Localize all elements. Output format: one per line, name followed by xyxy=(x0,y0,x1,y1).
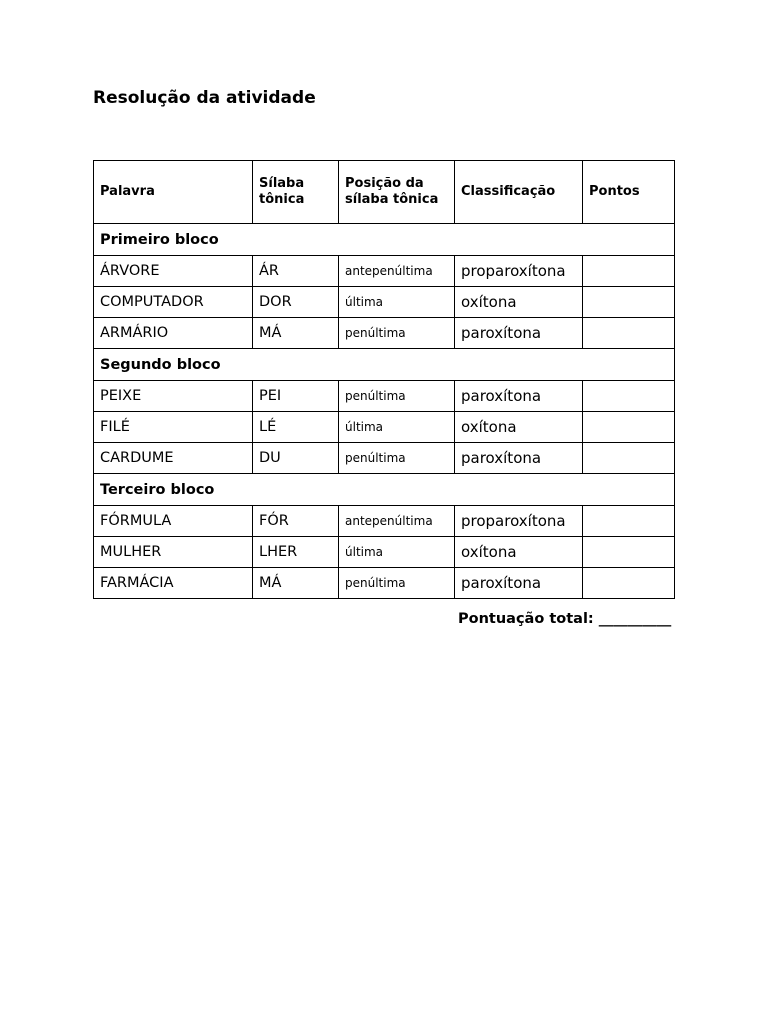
position-cell: penúltima xyxy=(339,568,455,599)
word-cell: ÁRVORE xyxy=(94,256,253,287)
total-score-label: Pontuação total: __________ xyxy=(458,611,672,627)
word-cell: PEIXE xyxy=(94,381,253,412)
points-cell xyxy=(583,256,675,287)
table-row xyxy=(94,256,675,287)
section-row xyxy=(94,474,675,506)
position-cell: penúltima xyxy=(339,318,455,349)
word-cell: FILÉ xyxy=(94,412,253,443)
word-cell: FÓRMULA xyxy=(94,506,253,537)
header-pontos: Pontos xyxy=(583,161,675,224)
header-silaba-tonica: Sílaba tônica xyxy=(253,161,339,224)
syllable-cell: MÁ xyxy=(253,318,339,349)
syllable-cell: LHER xyxy=(253,537,339,568)
table-body xyxy=(94,224,675,599)
points-cell xyxy=(583,287,675,318)
points-cell xyxy=(583,506,675,537)
word-cell: FARMÁCIA xyxy=(94,568,253,599)
table-row xyxy=(94,506,675,537)
points-cell xyxy=(583,568,675,599)
table-row xyxy=(94,381,675,412)
header-classificacao: Classificação xyxy=(455,161,583,224)
classification-cell: proparoxítona xyxy=(455,506,583,537)
syllable-cell: DU xyxy=(253,443,339,474)
syllable-cell: LÉ xyxy=(253,412,339,443)
points-cell xyxy=(583,318,675,349)
word-cell: COMPUTADOR xyxy=(94,287,253,318)
points-cell xyxy=(583,537,675,568)
classification-cell: proparoxítona xyxy=(455,256,583,287)
syllable-cell: PEI xyxy=(253,381,339,412)
points-cell xyxy=(583,443,675,474)
word-cell: ARMÁRIO xyxy=(94,318,253,349)
activity-table xyxy=(93,160,675,599)
classification-cell: oxítona xyxy=(455,537,583,568)
classification-cell: paroxítona xyxy=(455,568,583,599)
table-row xyxy=(94,287,675,318)
header-palavra: Palavra xyxy=(94,161,253,224)
position-cell: última xyxy=(339,537,455,568)
points-cell xyxy=(583,381,675,412)
syllable-cell: DOR xyxy=(253,287,339,318)
section-title: Terceiro bloco xyxy=(94,474,675,506)
table-row xyxy=(94,568,675,599)
classification-cell: paroxítona xyxy=(455,318,583,349)
position-cell: antepenúltima xyxy=(339,256,455,287)
syllable-cell: FÓR xyxy=(253,506,339,537)
page-title: Resolução da atividade xyxy=(93,88,316,108)
classification-cell: paroxítona xyxy=(455,381,583,412)
classification-cell: oxítona xyxy=(455,287,583,318)
position-cell: última xyxy=(339,287,455,318)
table-header-row xyxy=(94,161,675,224)
syllable-cell: ÁR xyxy=(253,256,339,287)
section-row xyxy=(94,224,675,256)
table-row xyxy=(94,537,675,568)
classification-cell: paroxítona xyxy=(455,443,583,474)
word-cell: MULHER xyxy=(94,537,253,568)
table-row xyxy=(94,412,675,443)
section-title: Segundo bloco xyxy=(94,349,675,381)
points-cell xyxy=(583,412,675,443)
classification-cell: oxítona xyxy=(455,412,583,443)
position-cell: última xyxy=(339,412,455,443)
section-row xyxy=(94,349,675,381)
table-row xyxy=(94,443,675,474)
table-row xyxy=(94,318,675,349)
word-cell: CARDUME xyxy=(94,443,253,474)
position-cell: penúltima xyxy=(339,443,455,474)
syllable-cell: MÁ xyxy=(253,568,339,599)
header-posicao: Posição da sílaba tônica xyxy=(339,161,455,224)
position-cell: antepenúltima xyxy=(339,506,455,537)
position-cell: penúltima xyxy=(339,381,455,412)
section-title: Primeiro bloco xyxy=(94,224,675,256)
